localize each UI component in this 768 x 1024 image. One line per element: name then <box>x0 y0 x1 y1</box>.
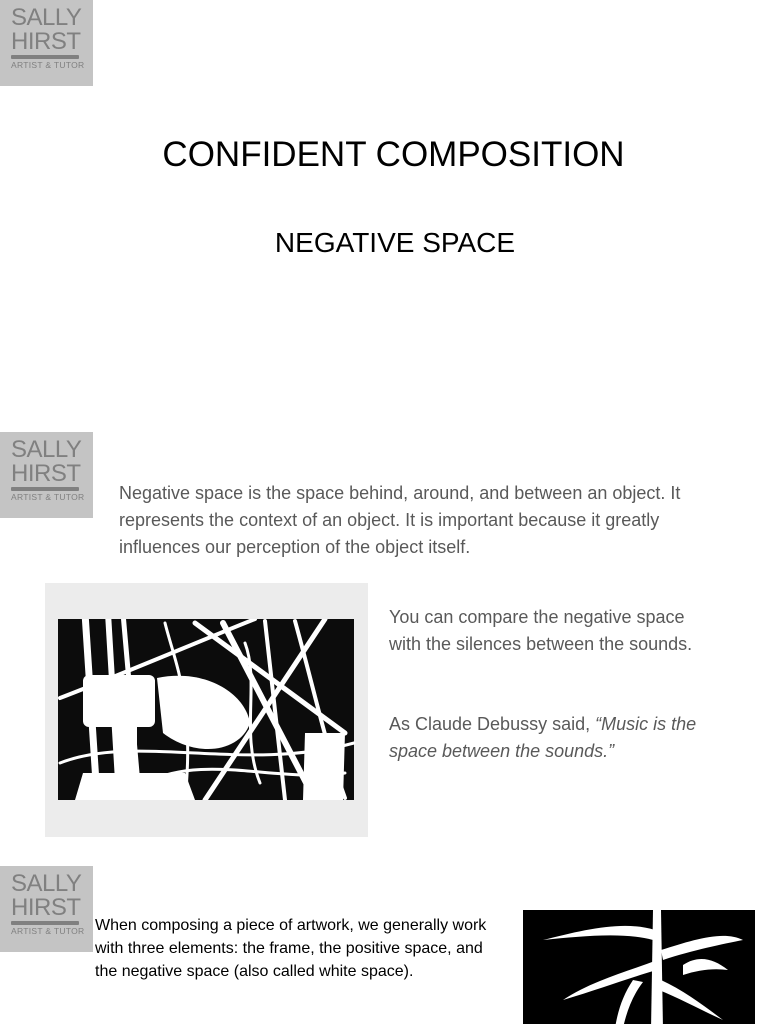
logo-tagline: ARTIST & TUTOR <box>11 60 85 70</box>
logo-tagline: ARTIST & TUTOR <box>11 492 85 502</box>
sally-hirst-logo <box>0 0 93 86</box>
artwork-drawing <box>45 583 368 837</box>
debussy-quote <box>389 711 734 765</box>
logo-line-2: HIRST <box>11 460 81 487</box>
slide-elements <box>0 866 768 1024</box>
logo-tagline: ARTIST & TUTOR <box>11 926 85 936</box>
logo-line-2: HIRST <box>11 894 81 921</box>
logo-line-1: SALLY <box>11 436 82 463</box>
compare-paragraph: You can compare the negative space with the silences between the sounds. <box>389 607 693 654</box>
page-subtitle: NEGATIVE SPACE <box>274 227 516 258</box>
plant-silhouette-image <box>523 910 755 1024</box>
logo-line-1: SALLY <box>11 4 82 31</box>
logo-brush-stroke <box>11 487 79 491</box>
negative-space-artwork-image <box>45 583 368 837</box>
slide-definition <box>0 432 768 864</box>
page-title: CONFIDENT COMPOSITION <box>162 135 625 174</box>
slide-title <box>0 0 768 430</box>
logo-line-2: HIRST <box>11 28 81 55</box>
quote-text: “Music is the space between the sounds.” <box>389 714 697 761</box>
logo-brush-stroke <box>11 55 79 59</box>
quote-prefix: As Claude Debussy said, <box>389 714 596 734</box>
plant-drawing <box>523 910 755 1024</box>
logo-line-1: SALLY <box>11 870 82 897</box>
definition-paragraph: Negative space is the space behind, around, and between an object. It represents the context of an object. It is important because it greatly influences our perception of the object itself. <box>119 483 681 557</box>
logo-brush-stroke <box>11 921 79 925</box>
sally-hirst-logo <box>0 432 93 518</box>
sally-hirst-logo <box>0 866 93 952</box>
elements-paragraph: When composing a piece of artwork, we generally work with three elements: the frame, the positive space, and the negative space (also called white space). <box>95 917 487 980</box>
